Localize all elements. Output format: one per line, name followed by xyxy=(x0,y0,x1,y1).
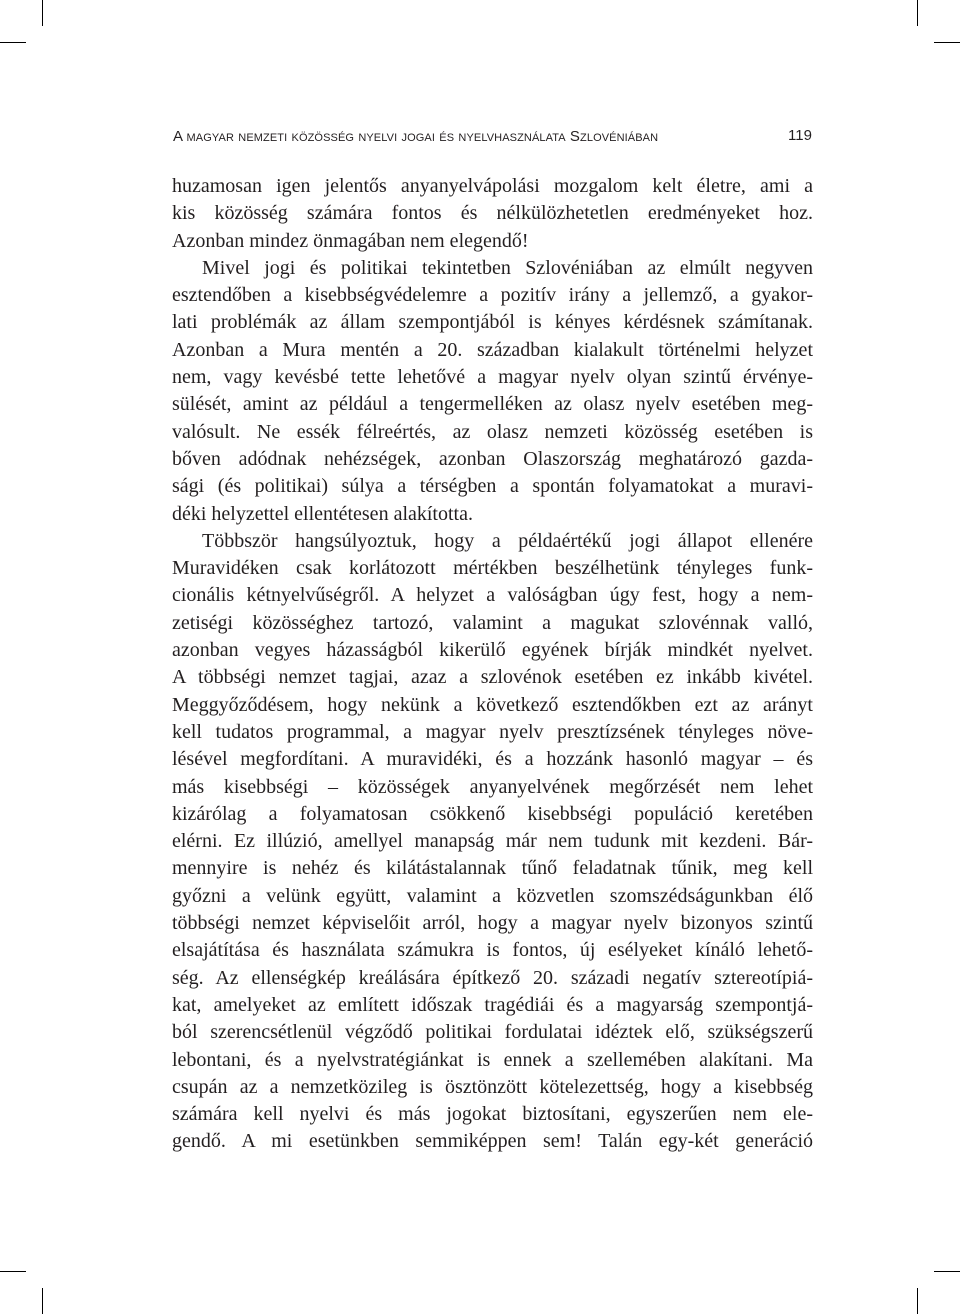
text-line: bőven adódnak nehézségek, azonban Olaszország meghatározó gazda- xyxy=(172,447,813,470)
text-line: Azonban a Mura mentén a 20. században kialakult történelmi helyzet xyxy=(172,338,813,361)
body-text xyxy=(172,173,813,1156)
text-line: zetiségi közösséghez tartozó, valamint a magukat szlovénnak valló, xyxy=(172,611,813,634)
text-line: lati problémák az állam szempontjából is kényes kérdésnek számítanak. xyxy=(172,311,813,334)
page-number: 119 xyxy=(788,127,812,144)
text-line: kis közösség számára fontos és nélkülözhetetlen eredményeket hoz. xyxy=(172,202,813,225)
text-line: sági (és politikai) súlya a térségben a spontán folyamatokat a muravi- xyxy=(172,475,813,498)
crop-mark-top-left-vertical xyxy=(42,0,43,26)
text-line: Muravidéken csak korlátozott mértékben beszélhetünk tényleges funk- xyxy=(172,557,813,580)
text-line: huzamosan igen jelentős anyanyelvápolási mozgalom kelt életre, ami a xyxy=(172,175,813,197)
crop-mark-top-right-vertical xyxy=(917,0,918,26)
text-line: győzni a velünk együtt, valamint a közvetlen szomszédságunkban élő xyxy=(172,884,813,907)
text-line: Meggyőződésem, hogy nekünk a következő esztendőkben ezt az arányt xyxy=(172,693,813,716)
text-line: nem, vagy kevésbé tette lehetővé a magyar nyelv olyan szintű érvénye- xyxy=(172,366,813,389)
text-line: kizárólag a folyamatosan csökkenő kisebbségi populáció keretében xyxy=(172,802,813,825)
text-line: ség. Az ellenségkép kreálására építkező 20. századi negatív sztereotípiá- xyxy=(172,966,813,989)
text-line: számára kell nyelvi és más jogokat biztosítani, egyszerűen nem ele- xyxy=(172,1103,813,1126)
text-line: elsajátítása és használata számukra is fontos, új esélyeket kínáló lehető- xyxy=(172,939,813,962)
text-line: más kisebbségi – közösségek anyanyelvének megőrzését nem lehet xyxy=(172,775,813,798)
crop-mark-top-left-horizontal xyxy=(0,42,26,43)
text-line: többségi nemzet képviselőit arról, hogy a magyar nyelv bizonyos szintű xyxy=(172,912,813,935)
crop-mark-top-right-horizontal xyxy=(934,42,960,43)
text-line: valósult. Ne essék félreértés, az olasz nemzeti közösség esetében is xyxy=(172,420,813,443)
text-line: azonban vegyes házasságból kikerülő egyének bírják mindkét nyelvet. xyxy=(172,639,813,662)
text-line: lebontani, és a nyelvstratégiánkat is ennek a szellemében alakítani. Ma xyxy=(172,1048,813,1071)
text-line: gendő. A mi esetünkben semmiképpen sem! Talán egy-két generáció xyxy=(172,1130,813,1153)
text-line: cionális kétnyelvűségről. A helyzet a valóságban úgy fest, hogy a nem- xyxy=(172,584,813,607)
running-header-title: A magyar nemzeti közösség nyelvi jogai és nyelvhasználata Szlovéniában xyxy=(173,128,659,145)
text-line: Többször hangsúlyoztuk, hogy a példaértékű jogi állapot ellenére xyxy=(202,529,813,552)
text-line: déki helyzettel ellentétesen alakította. xyxy=(172,502,473,525)
crop-mark-bottom-right-vertical xyxy=(917,1288,918,1314)
crop-mark-bottom-left-horizontal xyxy=(0,1271,26,1272)
crop-mark-bottom-left-vertical xyxy=(42,1288,43,1314)
text-line: sülését, amint az például a tengermelléken az olasz nyelv esetében meg- xyxy=(172,393,813,416)
text-line: esztendőben a kisebbségvédelemre a pozitív irány a jellemző, a gyakor- xyxy=(172,284,813,307)
text-line: mennyire is nehéz és kilátástalannak tűnő feladatnak tűnik, meg kell xyxy=(172,857,813,880)
text-line: kat, amelyeket az említett időszak tragédiái és a magyarság szempontjá- xyxy=(172,993,813,1016)
text-line: ból szerencsétlenül végződő politikai fordulatai idéztek elő, szükségszerű xyxy=(172,1021,813,1044)
text-line: csupán az a nemzetközileg is ösztönzött kötelezettség, hogy a kisebbség xyxy=(172,1075,813,1098)
crop-mark-bottom-right-horizontal xyxy=(934,1271,960,1272)
text-line: A többségi nemzet tagjai, azaz a szlovénok esetében ez inkább kivétel. xyxy=(172,666,813,689)
text-line: Mivel jogi és politikai tekintetben Szlovéniában az elmúlt negyven xyxy=(202,256,813,279)
text-line: lésével megfordítani. A muravidéki, és a hozzánk hasonló magyar – és xyxy=(172,748,813,771)
text-line: Azonban mindez önmagában nem elegendő! xyxy=(172,229,529,252)
text-line: kell tudatos programmal, a magyar nyelv presztízsének tényleges növe- xyxy=(172,720,813,743)
text-line: elérni. Ez illúzió, amellyel manapság már nem tudunk mit kezdeni. Bár- xyxy=(172,830,813,853)
